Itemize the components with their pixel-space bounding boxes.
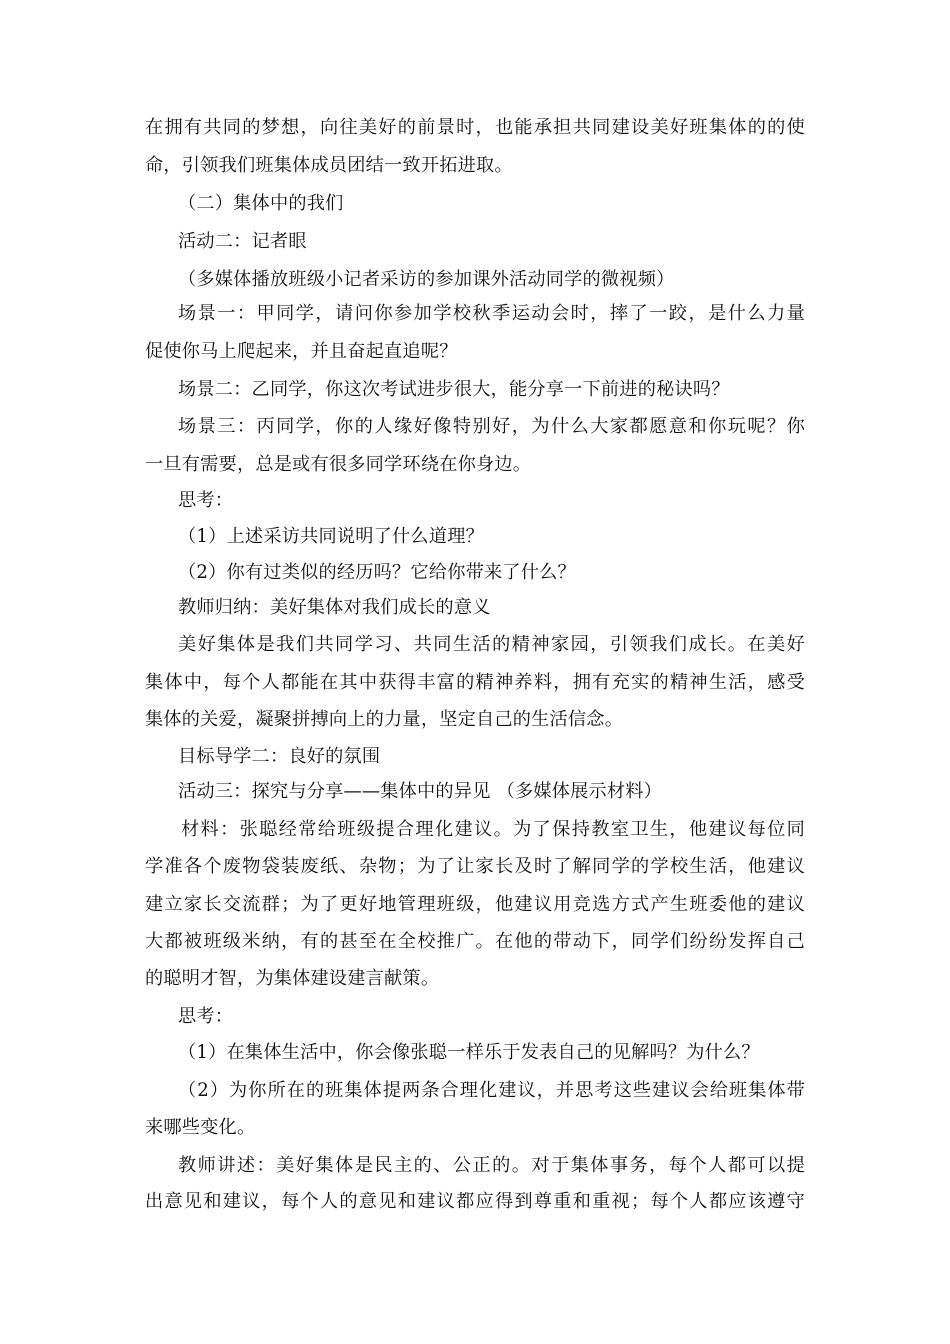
activity-heading: 活动三：探究与分享——集体中的异见 （多媒体展示材料） [178,781,663,802]
paragraph-line: 美好集体是我们共同学习、共同生活的精神家园，引领我们成长。在美好 [178,634,805,655]
paragraph-line: 一旦有需要，总是或有很多同学环绕在你身边。 [145,454,532,475]
paragraph-line: 促使你马上爬起来，并且奋起直追呢？ [145,341,458,362]
question-item: （1）上述采访共同说明了什么道理？ [178,526,484,547]
teacher-summary-heading: 教师归纳：美好集体对我们成长的意义 [178,597,491,618]
paragraph-line: 教师讲述：美好集体是民主的、公正的。对于集体事务，每个人都可以提 [178,1155,805,1176]
paragraph-line: 场景一：甲同学，请问你参加学校秋季运动会时，摔了一跤，是什么力量 [178,303,805,324]
paragraph-line: 出意见和建议，每个人的意见和建议都应得到尊重和重视；每个人都应该遵守 [145,1191,805,1212]
activity-heading: 活动二：记者眼 [178,231,307,252]
think-label: 思考： [178,490,234,511]
section-heading: 目标导学二：良好的氛围 [178,746,381,767]
paragraph-line: 集体中，每个人都能在其中获得丰富的精神养料，拥有充实的精神生活，感受 [145,672,805,693]
paragraph-line: 集体的关爱，凝聚拼搏向上的力量，坚定自己的生活信念。 [145,709,624,730]
paragraph-line: 的聪明才智，为集体建设建言献策。 [145,968,440,989]
paragraph-line: 在拥有共同的梦想，向往美好的前景时，也能承担共同建设美好班集体的的使 [145,117,805,138]
paragraph-line: 来哪些变化。 [145,1117,256,1138]
paragraph-line: 场景三：丙同学，你的人缘好像特别好，为什么大家都愿意和你玩呢？你 [178,416,805,437]
question-item: （2）为你所在的班集体提两条合理化建议，并思考这些建议会给班集体带 [178,1080,805,1101]
question-item: （1）在集体生活中，你会像张聪一样乐于发表自己的见解吗？为什么？ [178,1042,760,1063]
section-heading: （二）集体中的我们 [178,193,344,214]
paragraph-line: 材料：张聪经常给班级提合理化建议。为了保持教室卫生，他建议每位同 [181,819,805,840]
paragraph-line: （多媒体播放班级小记者采访的参加课外活动同学的微视频） [178,269,675,290]
paragraph-line: 大都被班级米纳，有的甚至在全校推广。在他的带动下，同学们纷纷发挥自己 [145,931,805,952]
paragraph-line: 场景二：乙同学，你这次考试进步很大，能分享一下前进的秘诀吗？ [178,379,730,400]
paragraph-line: 命，引领我们班集体成员团结一致开拓进取。 [145,155,513,176]
think-label: 思考： [178,1006,234,1027]
question-item: （2）你有过类似的经历吗？它给你带来了什么？ [178,562,576,583]
paragraph-line: 建立家长交流群；为了更好地管理班级，他建议用竞选方式产生班委他的建议 [145,894,805,915]
paragraph-line: 学准各个废物袋装废纸、杂物；为了让家长及时了解同学的学校生活，他建议 [145,856,805,877]
